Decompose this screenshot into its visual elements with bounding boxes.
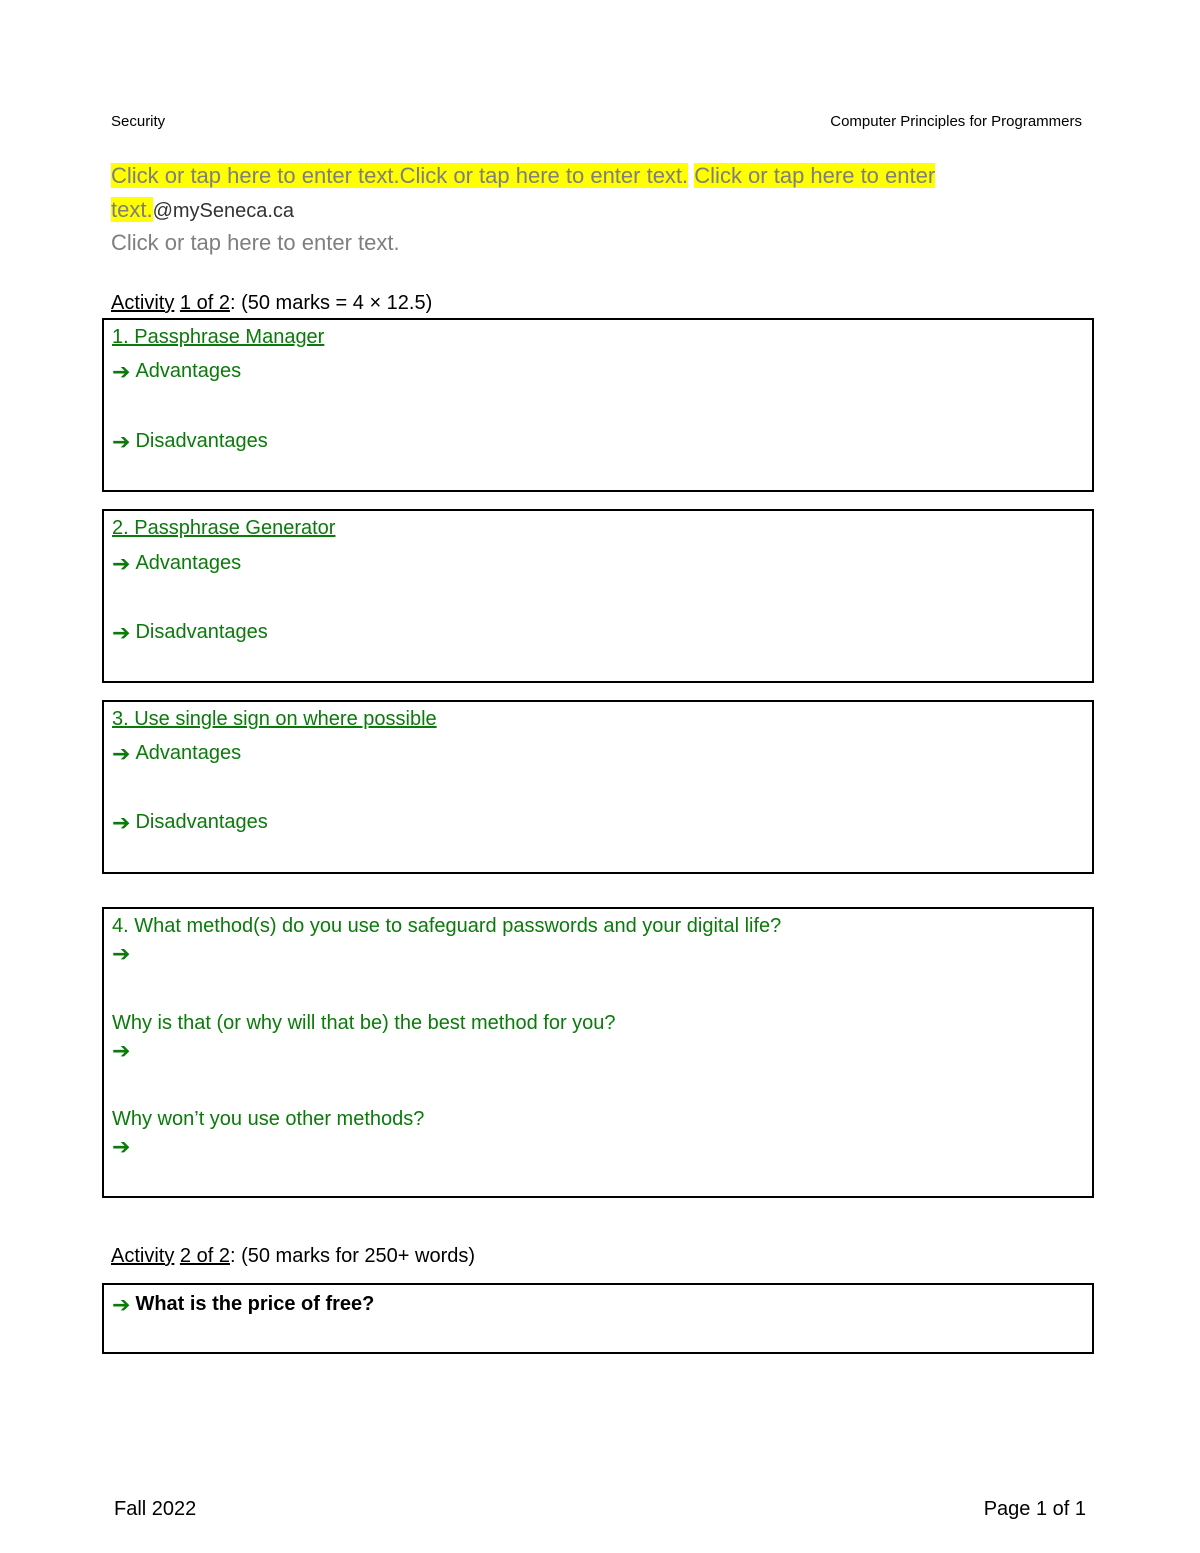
activity1-title xyxy=(111,292,432,315)
activity1-label-rest: : (50 marks = 4 × 12.5) xyxy=(229,292,433,314)
arrow-icon: ➔ xyxy=(112,550,131,576)
arrow-icon: ➔ xyxy=(112,809,131,835)
question-1-advantages xyxy=(112,360,241,383)
arrow-icon: ➔ xyxy=(112,1134,131,1159)
student-fields-line2 xyxy=(111,197,294,223)
question-box-1 xyxy=(102,318,1094,492)
first-name-field[interactable]: Click or tap here to enter text. xyxy=(111,163,400,188)
activity2-prompt-row xyxy=(112,1293,374,1316)
advantages-label: Advantages xyxy=(135,742,242,764)
email-suffix: @mySeneca.ca xyxy=(152,200,295,222)
question-4-followup-1: Why is that (or why will that be) the best method for you? xyxy=(112,1012,616,1034)
activity2-box xyxy=(102,1283,1094,1354)
question-4-followup-2: Why won’t you use other methods? xyxy=(112,1108,425,1130)
question-4-answer-1 xyxy=(112,943,135,965)
question-4-answer-2 xyxy=(112,1040,135,1062)
activity1-label-word: Activity xyxy=(111,292,175,314)
header-left: Security xyxy=(111,113,166,130)
advantages-label: Advantages xyxy=(135,360,242,382)
question-2-title: 2. Passphrase Generator xyxy=(112,517,336,539)
question-box-3 xyxy=(102,700,1094,874)
activity2-label-rest: : (50 marks for 250+ words) xyxy=(229,1245,476,1267)
activity1-label-num: 1 of 2 xyxy=(179,292,230,314)
activity2-prompt: What is the price of free? xyxy=(135,1293,375,1315)
disadvantages-label: Disadvantages xyxy=(135,430,268,452)
question-2-disadvantages xyxy=(112,621,268,644)
question-1-title: 1. Passphrase Manager xyxy=(112,326,325,348)
question-2-advantages xyxy=(112,552,241,575)
arrow-icon: ➔ xyxy=(112,1038,131,1063)
email-field-part2[interactable]: text. xyxy=(111,197,153,222)
question-1-disadvantages xyxy=(112,430,268,453)
question-3-title: 3. Use single sign on where possible xyxy=(112,708,437,730)
activity2-title xyxy=(111,1245,475,1268)
arrow-icon: ➔ xyxy=(112,428,131,454)
question-4-answer-3 xyxy=(112,1136,135,1158)
advantages-label: Advantages xyxy=(135,552,242,574)
activity2-label-num: 2 of 2 xyxy=(179,1245,230,1267)
arrow-icon: ➔ xyxy=(112,1291,131,1317)
arrow-icon: ➔ xyxy=(112,740,131,766)
arrow-icon: ➔ xyxy=(112,941,131,966)
disadvantages-label: Disadvantages xyxy=(135,621,268,643)
footer-left: Fall 2022 xyxy=(114,1498,197,1520)
arrow-icon: ➔ xyxy=(112,358,131,384)
student-id-field[interactable]: Click or tap here to enter text. xyxy=(111,230,400,255)
question-4-prompt: 4. What method(s) do you use to safeguard passwords and your digital life? xyxy=(112,915,782,937)
question-box-4 xyxy=(102,907,1094,1198)
footer-right: Page 1 of 1 xyxy=(983,1498,1086,1520)
header-right: Computer Principles for Programmers xyxy=(830,113,1082,130)
arrow-icon: ➔ xyxy=(112,619,131,645)
last-name-field[interactable]: Click or tap here to enter text. xyxy=(399,163,689,188)
email-field-part1[interactable]: Click or tap here to enter xyxy=(694,163,936,188)
student-fields-line1 xyxy=(111,163,935,189)
disadvantages-label: Disadvantages xyxy=(135,811,268,833)
question-3-disadvantages xyxy=(112,811,268,834)
question-box-2 xyxy=(102,509,1094,683)
activity2-label-word: Activity xyxy=(111,1245,175,1267)
question-3-advantages xyxy=(112,742,241,765)
